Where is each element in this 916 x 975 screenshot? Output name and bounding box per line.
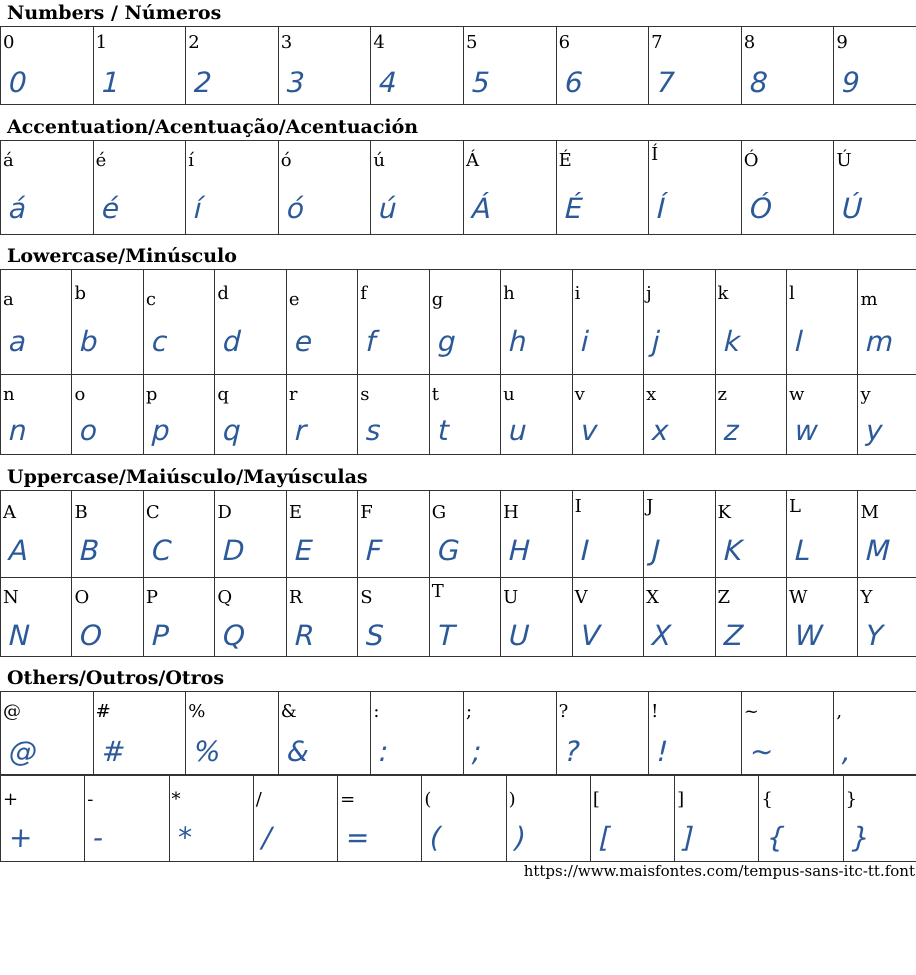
glyph-label: 5 — [465, 32, 478, 53]
glyph-label: e — [288, 289, 300, 310]
glyph-label: ó — [280, 150, 292, 171]
glyph-cell — [556, 692, 649, 775]
glyph-cell — [1, 270, 72, 375]
glyph-label: 9 — [836, 32, 848, 53]
glyph-cell — [556, 141, 649, 235]
glyph-cell — [649, 692, 742, 775]
glyph-cell — [572, 375, 643, 455]
glyph-cell — [286, 270, 357, 375]
glyph-cell — [186, 27, 279, 105]
glyph-row — [1, 141, 916, 235]
glyph-sample: P — [151, 619, 170, 652]
glyph-label: T — [431, 581, 444, 602]
glyph-sample: o — [79, 414, 99, 447]
glyph-sample: 3 — [286, 66, 306, 99]
glyph-label: M — [860, 502, 879, 523]
glyph-cell — [429, 270, 500, 375]
glyph-sample: í — [193, 192, 203, 225]
glyph-label: Á — [465, 150, 479, 171]
glyph-sample: S — [365, 619, 385, 652]
glyph-label: t — [431, 384, 439, 405]
glyph-cell — [858, 375, 916, 455]
glyph-sample: x — [651, 414, 670, 447]
glyph-label: k — [717, 283, 729, 304]
glyph-label: y — [860, 384, 871, 405]
glyph-label: a — [3, 289, 14, 310]
glyph-sample: O — [79, 619, 104, 652]
glyph-sample: % — [193, 735, 222, 768]
glyph-sample: ! — [656, 735, 669, 768]
glyph-cell — [501, 578, 572, 657]
glyph-label: G — [431, 502, 447, 523]
glyph-cell — [1, 692, 94, 775]
glyph-label: c — [145, 289, 156, 310]
glyph-label: & — [280, 701, 297, 722]
section-title-numbers: Numbers / Números — [7, 2, 222, 24]
glyph-cell — [1, 578, 72, 657]
glyph-sample: Í — [656, 192, 667, 225]
glyph-sample: I — [580, 534, 590, 567]
glyph-label: l — [788, 283, 795, 304]
glyph-label: * — [171, 789, 181, 810]
glyph-sample: y — [865, 414, 884, 447]
glyph-sample: , — [841, 735, 852, 768]
glyph-label: o — [74, 384, 86, 405]
glyph-sample: # — [101, 735, 126, 768]
glyph-cell — [1, 375, 72, 455]
glyph-row — [1, 692, 916, 775]
glyph-label: Z — [717, 587, 731, 608]
glyph-label: Í — [651, 144, 659, 165]
glyph-sample: ~ — [749, 735, 774, 768]
glyph-label: P — [145, 587, 159, 608]
glyph-label: g — [431, 289, 444, 310]
glyph-sample: k — [722, 325, 741, 358]
glyph-cell — [572, 491, 643, 578]
glyph-label: f — [360, 283, 367, 304]
glyph-sample: 7 — [656, 66, 676, 99]
glyph-cell — [143, 578, 214, 657]
glyph-sample: U — [508, 619, 531, 652]
glyph-label: b — [74, 283, 86, 304]
glyph-sample: ] — [682, 821, 695, 854]
glyph-cell — [371, 141, 464, 235]
glyph-sample: l — [794, 325, 804, 358]
glyph-cell — [572, 270, 643, 375]
glyph-label: 1 — [95, 32, 108, 53]
glyph-label: 0 — [3, 32, 15, 53]
glyph-sample: R — [294, 619, 315, 652]
glyph-sample: v — [580, 414, 598, 447]
glyph-row — [1, 776, 916, 862]
glyph-sample: = — [345, 821, 371, 854]
glyph-label: r — [288, 384, 298, 405]
glyph-sample: M — [865, 534, 892, 567]
glyph-cell — [429, 375, 500, 455]
glyph-cell — [143, 375, 214, 455]
section-title-accentuation: Accentuation/Acentuação/Acentuación — [7, 116, 419, 138]
glyph-row — [1, 270, 916, 375]
glyph-sample: z — [722, 414, 739, 447]
glyph-cell — [93, 27, 186, 105]
glyph-sample: X — [651, 619, 672, 652]
glyph-sample: B — [79, 534, 101, 567]
glyph-label: 2 — [188, 32, 200, 53]
glyph-cell — [286, 578, 357, 657]
glyph-sample: j — [651, 325, 661, 358]
glyph-label: á — [3, 150, 14, 171]
glyph-cell — [72, 375, 143, 455]
glyph-label: ~ — [743, 701, 759, 722]
glyph-sample: ( — [429, 821, 442, 854]
glyph-sample: N — [8, 619, 31, 652]
glyph-label: H — [503, 502, 519, 523]
glyph-cell — [72, 491, 143, 578]
glyph-label: A — [3, 502, 16, 523]
glyph-row — [1, 578, 916, 657]
glyph-cell — [741, 141, 834, 235]
glyph-cell — [715, 270, 786, 375]
glyph-sample: Ú — [841, 192, 864, 225]
glyph-cell — [649, 27, 742, 105]
glyph-cell — [93, 141, 186, 235]
glyph-label: v — [574, 384, 585, 405]
glyph-cell — [1, 27, 94, 105]
glyph-label: i — [574, 283, 581, 304]
source-url: https://www.maisfontes.com/tempus-sans-itc-tt.font — [523, 862, 915, 880]
glyph-cell — [506, 776, 590, 862]
glyph-cell — [834, 27, 916, 105]
glyph-label: 8 — [743, 32, 756, 53]
glyph-sample: & — [286, 735, 310, 768]
glyph-label: í — [188, 150, 194, 171]
glyph-sample: u — [508, 414, 528, 447]
glyph-cell — [429, 491, 500, 578]
glyph-cell — [644, 491, 715, 578]
glyph-label: K — [717, 502, 731, 523]
glyph-cell — [858, 270, 916, 375]
glyph-label: Y — [860, 587, 873, 608]
glyph-sample: É — [564, 192, 583, 225]
glyph-cell — [358, 578, 429, 657]
glyph-sample: H — [508, 534, 531, 567]
glyph-label: É — [558, 150, 572, 171]
lowercase-table — [0, 269, 916, 455]
section-title-uppercase: Uppercase/Maiúsculo/Mayúsculas — [7, 466, 368, 488]
glyph-label: ? — [558, 701, 569, 722]
glyph-label: = — [340, 789, 356, 810]
glyph-label: B — [74, 502, 88, 523]
accentuation-table — [0, 140, 916, 235]
glyph-sample: @ — [8, 735, 38, 768]
glyph-sample: á — [8, 192, 27, 225]
glyph-sample: + — [8, 821, 34, 854]
glyph-label: N — [3, 587, 19, 608]
glyph-sample: h — [508, 325, 528, 358]
glyph-sample: ó — [286, 192, 305, 225]
glyph-label: j — [646, 283, 652, 304]
glyph-sample: c — [151, 325, 168, 358]
glyph-sample: Á — [471, 192, 492, 225]
glyph-sample: 6 — [564, 66, 583, 99]
glyph-sample: r — [294, 414, 307, 447]
glyph-sample: / — [261, 821, 272, 854]
section-title-lowercase: Lowercase/Minúsculo — [7, 245, 237, 267]
glyph-label: U — [503, 587, 519, 608]
numbers-table — [0, 26, 916, 105]
glyph-cell — [858, 491, 916, 578]
glyph-cell — [358, 491, 429, 578]
glyph-label: n — [3, 384, 15, 405]
glyph-sample: Ó — [749, 192, 773, 225]
glyph-sample: g — [437, 325, 457, 358]
glyph-cell — [501, 270, 572, 375]
glyph-cell — [72, 270, 143, 375]
glyph-cell — [715, 491, 786, 578]
glyph-sample: ) — [514, 821, 527, 854]
glyph-sample: ú — [378, 192, 398, 225]
glyph-label: 6 — [558, 32, 571, 53]
glyph-cell — [338, 776, 422, 862]
glyph-label: W — [788, 587, 808, 608]
uppercase-table — [0, 490, 916, 657]
glyph-cell — [186, 692, 279, 775]
glyph-cell — [371, 27, 464, 105]
glyph-cell — [786, 375, 857, 455]
glyph-cell — [72, 578, 143, 657]
glyph-label: m — [860, 289, 878, 310]
glyph-label: + — [3, 789, 19, 810]
glyph-sample: i — [580, 325, 589, 358]
glyph-label: X — [646, 587, 659, 608]
glyph-sample: 5 — [471, 66, 491, 99]
glyph-label: ! — [651, 701, 659, 722]
glyph-cell — [215, 270, 286, 375]
glyph-label: q — [217, 384, 229, 405]
glyph-cell — [186, 141, 279, 235]
glyph-sample: 9 — [841, 66, 861, 99]
glyph-cell — [143, 270, 214, 375]
glyph-sample: C — [151, 534, 173, 567]
glyph-sample: G — [437, 534, 461, 567]
glyph-sample: F — [365, 534, 383, 567]
glyph-label: é — [95, 150, 107, 171]
glyph-sample: Q — [222, 619, 246, 652]
glyph-sample: d — [222, 325, 242, 358]
glyph-cell — [786, 491, 857, 578]
glyph-sample: e — [294, 325, 313, 358]
glyph-sample: 4 — [378, 66, 398, 99]
glyph-cell — [501, 375, 572, 455]
glyph-cell — [169, 776, 253, 862]
glyph-label: [ — [592, 789, 600, 810]
glyph-sample: m — [865, 325, 895, 358]
glyph-cell — [786, 270, 857, 375]
glyph-cell — [463, 692, 556, 775]
glyph-sample: V — [580, 619, 601, 652]
glyph-cell — [644, 270, 715, 375]
glyph-cell — [463, 141, 556, 235]
glyph-cell — [715, 578, 786, 657]
others-table-row-2 — [0, 775, 916, 862]
others-table-row-1 — [0, 691, 916, 775]
glyph-label: @ — [3, 701, 21, 722]
glyph-cell — [215, 578, 286, 657]
glyph-cell — [93, 692, 186, 775]
glyph-label: { — [761, 789, 773, 810]
glyph-cell — [358, 270, 429, 375]
glyph-label: , — [836, 701, 843, 722]
glyph-sample: w — [794, 414, 819, 447]
glyph-label: Q — [217, 587, 233, 608]
glyph-cell — [429, 578, 500, 657]
glyph-label: O — [74, 587, 90, 608]
glyph-sample: W — [794, 619, 824, 652]
glyph-label: ( — [424, 789, 432, 810]
glyph-cell — [215, 491, 286, 578]
glyph-label: C — [145, 502, 160, 523]
glyph-row — [1, 491, 916, 578]
glyph-label: / — [255, 789, 262, 810]
glyph-cell — [741, 692, 834, 775]
glyph-sample: Y — [865, 619, 885, 652]
glyph-label: : — [373, 701, 380, 722]
glyph-sample: p — [151, 414, 171, 447]
glyph-cell — [649, 141, 742, 235]
glyph-label: S — [360, 587, 373, 608]
glyph-sample: : — [378, 735, 390, 768]
glyph-cell — [501, 491, 572, 578]
glyph-row — [1, 375, 916, 455]
glyph-sample: t — [437, 414, 450, 447]
glyph-label: L — [788, 496, 801, 517]
glyph-sample: q — [222, 414, 242, 447]
glyph-cell — [143, 491, 214, 578]
glyph-row — [1, 27, 916, 105]
glyph-label: x — [646, 384, 657, 405]
glyph-cell — [278, 692, 371, 775]
glyph-cell — [1, 141, 94, 235]
glyph-sample: - — [92, 821, 104, 854]
glyph-sample: 2 — [193, 66, 213, 99]
glyph-cell — [843, 776, 916, 862]
glyph-cell — [215, 375, 286, 455]
glyph-label: R — [288, 587, 303, 608]
glyph-sample: f — [365, 325, 377, 358]
glyph-cell — [675, 776, 759, 862]
glyph-sample: b — [79, 325, 99, 358]
glyph-sample: * — [176, 821, 193, 854]
glyph-label: ) — [508, 789, 516, 810]
glyph-label: J — [646, 496, 654, 517]
glyph-label: p — [145, 384, 158, 405]
glyph-label: V — [574, 587, 588, 608]
glyph-label: } — [845, 789, 858, 810]
glyph-sample: L — [794, 534, 812, 567]
glyph-cell — [85, 776, 169, 862]
glyph-cell — [286, 375, 357, 455]
glyph-cell — [358, 375, 429, 455]
glyph-label: s — [360, 384, 370, 405]
glyph-label: d — [217, 283, 229, 304]
glyph-label: z — [717, 384, 728, 405]
glyph-label: ú — [373, 150, 385, 171]
glyph-sample: A — [8, 534, 29, 567]
glyph-label: h — [503, 283, 515, 304]
glyph-sample: a — [8, 325, 27, 358]
glyph-sample: [ — [598, 821, 611, 854]
glyph-label: u — [503, 384, 515, 405]
glyph-sample: s — [365, 414, 382, 447]
glyph-label: D — [217, 502, 232, 523]
glyph-label: 4 — [373, 32, 385, 53]
glyph-cell — [834, 141, 916, 235]
glyph-label: ] — [677, 789, 685, 810]
glyph-cell — [463, 27, 556, 105]
glyph-cell — [278, 141, 371, 235]
glyph-sample: E — [294, 534, 314, 567]
glyph-cell — [422, 776, 506, 862]
glyph-sample: { — [766, 821, 786, 854]
glyph-sample: é — [101, 192, 120, 225]
glyph-label: E — [288, 502, 302, 523]
glyph-cell — [759, 776, 843, 862]
glyph-cell — [590, 776, 674, 862]
glyph-label: I — [574, 496, 582, 517]
glyph-sample: } — [851, 821, 871, 854]
glyph-sample: D — [222, 534, 246, 567]
glyph-cell — [644, 578, 715, 657]
glyph-label: ; — [465, 701, 473, 722]
glyph-sample: T — [437, 619, 456, 652]
glyph-cell — [1, 776, 85, 862]
glyph-sample: J — [651, 534, 661, 567]
section-title-others: Others/Outros/Otros — [7, 667, 225, 689]
glyph-cell — [556, 27, 649, 105]
glyph-cell — [1, 491, 72, 578]
glyph-label: F — [360, 502, 373, 523]
glyph-sample: 8 — [749, 66, 769, 99]
glyph-sample: ? — [564, 735, 581, 768]
glyph-cell — [644, 375, 715, 455]
glyph-cell — [572, 578, 643, 657]
glyph-sample: Z — [722, 619, 744, 652]
glyph-sample: K — [722, 534, 743, 567]
glyph-sample: 1 — [101, 66, 121, 99]
glyph-cell — [253, 776, 337, 862]
glyph-cell — [741, 27, 834, 105]
glyph-cell — [834, 692, 916, 775]
glyph-label: 3 — [280, 32, 293, 53]
glyph-cell — [715, 375, 786, 455]
glyph-cell — [286, 491, 357, 578]
glyph-cell — [371, 692, 464, 775]
glyph-label: w — [788, 384, 805, 405]
glyph-cell — [278, 27, 371, 105]
glyph-cell — [786, 578, 857, 657]
glyph-sample: n — [8, 414, 28, 447]
glyph-label: Ú — [836, 150, 852, 171]
glyph-label: # — [95, 701, 111, 722]
glyph-label: % — [188, 701, 206, 722]
glyph-cell — [858, 578, 916, 657]
glyph-sample: ; — [471, 735, 482, 768]
glyph-label: 7 — [651, 32, 663, 53]
glyph-label: Ó — [743, 150, 759, 171]
glyph-label: - — [87, 789, 94, 810]
glyph-sample: 0 — [8, 66, 28, 99]
